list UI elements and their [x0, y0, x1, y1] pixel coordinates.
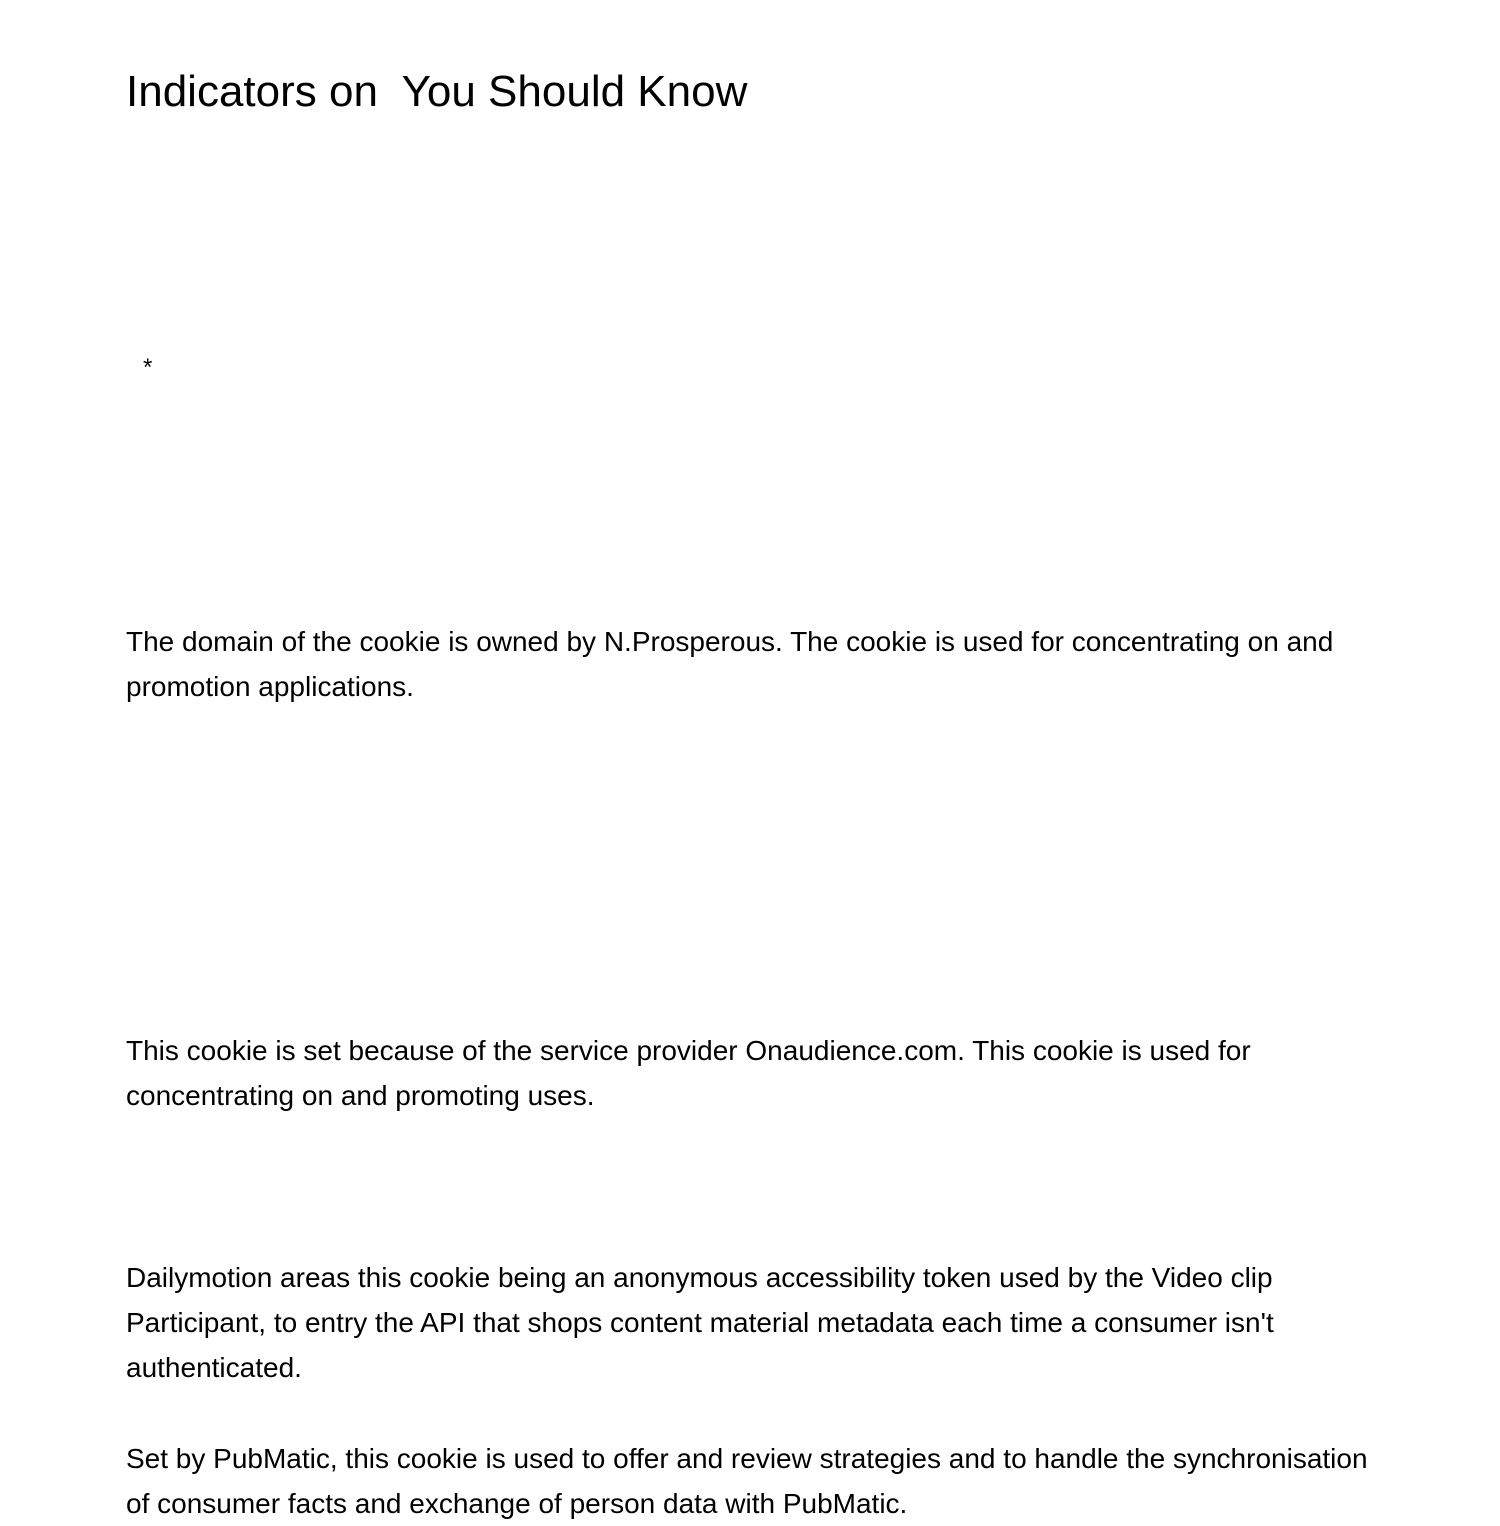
paragraph-onaudience-cookie: This cookie is set because of the service provider Onaudience.com. This cookie is used for concentrating on and promoting uses. [126, 1035, 1251, 1111]
paragraph-cookie-domain: The domain of the cookie is owned by N.Prosperous. The cookie is used for concentrating on and promotion applications. [126, 626, 1334, 702]
paragraph-dailymotion-cookie: Dailymotion areas this cookie being an anonymous accessibility token used by the Video clip Participant, to entry the API that shops content material metadata each time a consumer isn't authenticated. [126, 1262, 1274, 1383]
page-title: Indicators on You Should Know [126, 67, 748, 116]
paragraph-pubmatic-cookie: Set by PubMatic, this cookie is used to offer and review strategies and to handle the synchronisation of consumer facts and exchange of person data with PubMatic. [126, 1443, 1368, 1519]
bullet-marker: * [143, 354, 153, 381]
